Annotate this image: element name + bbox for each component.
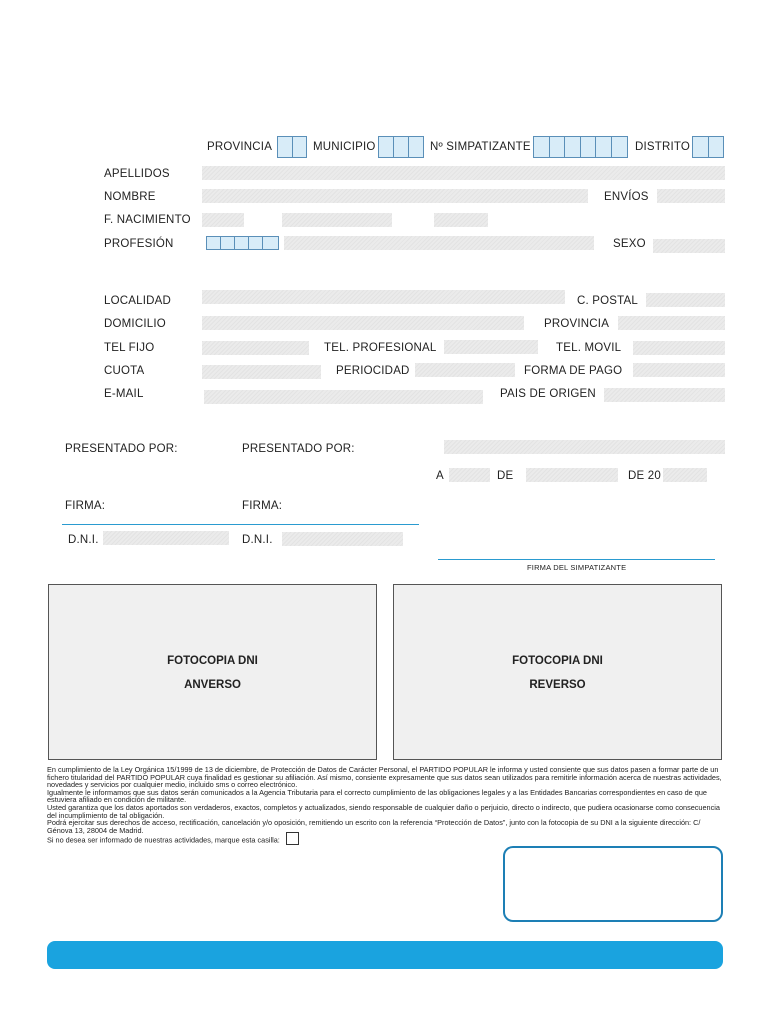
periocidad-field[interactable] <box>415 363 515 377</box>
cpostal-label: C. POSTAL <box>577 295 639 307</box>
legal-notice <box>47 766 727 847</box>
telfijo-label: TEL FIJO <box>104 342 155 354</box>
telmovil-field[interactable] <box>633 341 725 355</box>
domicilio-label: DOMICILIO <box>104 318 166 330</box>
dni-front-subtitle: ANVERSO <box>184 679 241 691</box>
optout-checkbox[interactable] <box>286 832 299 845</box>
apellidos-field[interactable] <box>202 166 725 180</box>
profesion-code-boxes[interactable] <box>206 236 279 250</box>
stamp-box <box>503 846 723 922</box>
optout-text: Si no desea ser informado de nuestras actividades, marque esta casilla: <box>47 835 280 845</box>
place-field[interactable] <box>444 440 725 454</box>
birth-month-field[interactable] <box>282 213 392 227</box>
cuota-label: CUOTA <box>104 365 145 377</box>
legal-paragraph-1: En cumplimiento de la Ley Orgánica 15/1999 de 13 de diciembre, de Protección de Datos de Carácter Personal, el PARTIDO POPULAR le informa y usted consiente que sus datos pasen a formar parte de un fichero titularidad del PARTIDO POPULAR cuya finalidad es gestionar su afiliación. Así mismo, consiente expresamente que sus datos sean utilizados para remitirle información acerca de nuestras actividades, novedades y servicios por cualquier medio, incluido sms o correo electrónico. <box>47 765 722 790</box>
sexo-label: SEXO <box>613 238 646 250</box>
signature-divider <box>62 524 419 525</box>
periocidad-label: PERIOCIDAD <box>336 365 410 377</box>
legal-paragraph-4: Podrá ejercitar sus derechos de acceso, rectificación, cancelación y/o oposición, remitiendo un escrito con la referencia “Protección de Datos”, junto con la fotocopia de su DNI a la siguiente dirección: C/ Génova 13, 28004 de Madrid. <box>47 818 701 835</box>
firma-1-label: FIRMA: <box>65 500 106 512</box>
telfijo-field[interactable] <box>202 341 309 355</box>
date-month-field[interactable] <box>526 468 618 482</box>
date-de20-label: DE 20 <box>628 470 661 482</box>
envios-field[interactable] <box>657 189 725 203</box>
distrito-boxes[interactable] <box>692 136 724 158</box>
pais-field[interactable] <box>604 388 725 402</box>
date-a-label: A <box>436 470 444 482</box>
dni-back-box[interactable] <box>393 584 722 760</box>
localidad-field[interactable] <box>202 290 565 304</box>
firma-2-label: FIRMA: <box>242 500 283 512</box>
pais-label: PAIS DE ORIGEN <box>500 388 596 400</box>
formapago-field[interactable] <box>633 363 725 377</box>
nombre-field[interactable] <box>202 189 588 203</box>
dni-front-box[interactable] <box>48 584 377 760</box>
email-label: E-MAIL <box>104 388 144 400</box>
presentado-por-1-label: PRESENTADO POR: <box>65 443 178 455</box>
legal-paragraph-3: Usted garantiza que los datos aportados son verdaderos, exactos, completos y actualizados, siendo responsable de cualquier daño o perjuicio, directo o indirecto, que pudiera ocasionarse como consecuencia del incumplimiento de tal obligación. <box>47 802 720 820</box>
dni-back-title: FOTOCOPIA DNI <box>512 655 603 667</box>
dni-1-field[interactable] <box>103 531 229 545</box>
dni-front-title: FOTOCOPIA DNI <box>167 655 258 667</box>
profesion-label: PROFESIÓN <box>104 238 174 250</box>
telprof-label: TEL. PROFESIONAL <box>324 342 437 354</box>
date-de-label: DE <box>497 470 514 482</box>
birth-day-field[interactable] <box>202 213 244 227</box>
provincia-contact-label: PROVINCIA <box>544 318 610 330</box>
formapago-label: FORMA DE PAGO <box>524 365 623 377</box>
nacimiento-label: F. NACIMIENTO <box>104 214 191 226</box>
legal-paragraph-2: Igualmente le informamos que sus datos serán comunicados a la Agencia Tributaria para el correcto cumplimiento de las obligaciones legales y a las Entidades Bancarias correspondientes en caso de que estuviera afiliado en condición de militante. <box>47 787 707 805</box>
birth-year-field[interactable] <box>434 213 488 227</box>
envios-label: ENVÍOS <box>604 191 649 203</box>
firma-simpatizante-label: FIRMA DEL SIMPATIZANTE <box>527 563 627 572</box>
domicilio-field[interactable] <box>202 316 524 330</box>
telmovil-label: TEL. MOVIL <box>556 342 622 354</box>
localidad-label: LOCALIDAD <box>104 295 171 307</box>
sexo-field[interactable] <box>653 239 725 253</box>
presentado-por-2-label: PRESENTADO POR: <box>242 443 355 455</box>
provincia-boxes[interactable] <box>277 136 307 158</box>
cpostal-field[interactable] <box>646 293 725 307</box>
dni-2-field[interactable] <box>282 532 403 546</box>
simpatizante-label: Nº SIMPATIZANTE <box>430 141 531 153</box>
provincia-field[interactable] <box>618 316 725 330</box>
municipio-label: MUNICIPIO <box>313 141 376 153</box>
footer-bar <box>47 941 723 969</box>
telprof-field[interactable] <box>444 340 538 354</box>
cuota-field[interactable] <box>202 365 321 379</box>
nombre-label: NOMBRE <box>104 191 156 203</box>
simpatizante-boxes[interactable] <box>533 136 628 158</box>
profesion-field[interactable] <box>284 236 594 250</box>
distrito-label: DISTRITO <box>635 141 691 153</box>
date-day-field[interactable] <box>449 468 490 482</box>
apellidos-label: APELLIDOS <box>104 168 170 180</box>
provincia-label: PROVINCIA <box>207 141 273 153</box>
email-field[interactable] <box>204 390 483 404</box>
dni-2-label: D.N.I. <box>242 534 273 546</box>
dni-1-label: D.N.I. <box>68 534 99 546</box>
sympathizer-signature-line <box>438 559 715 560</box>
municipio-boxes[interactable] <box>378 136 424 158</box>
dni-back-subtitle: REVERSO <box>529 679 586 691</box>
date-year-field[interactable] <box>663 468 707 482</box>
